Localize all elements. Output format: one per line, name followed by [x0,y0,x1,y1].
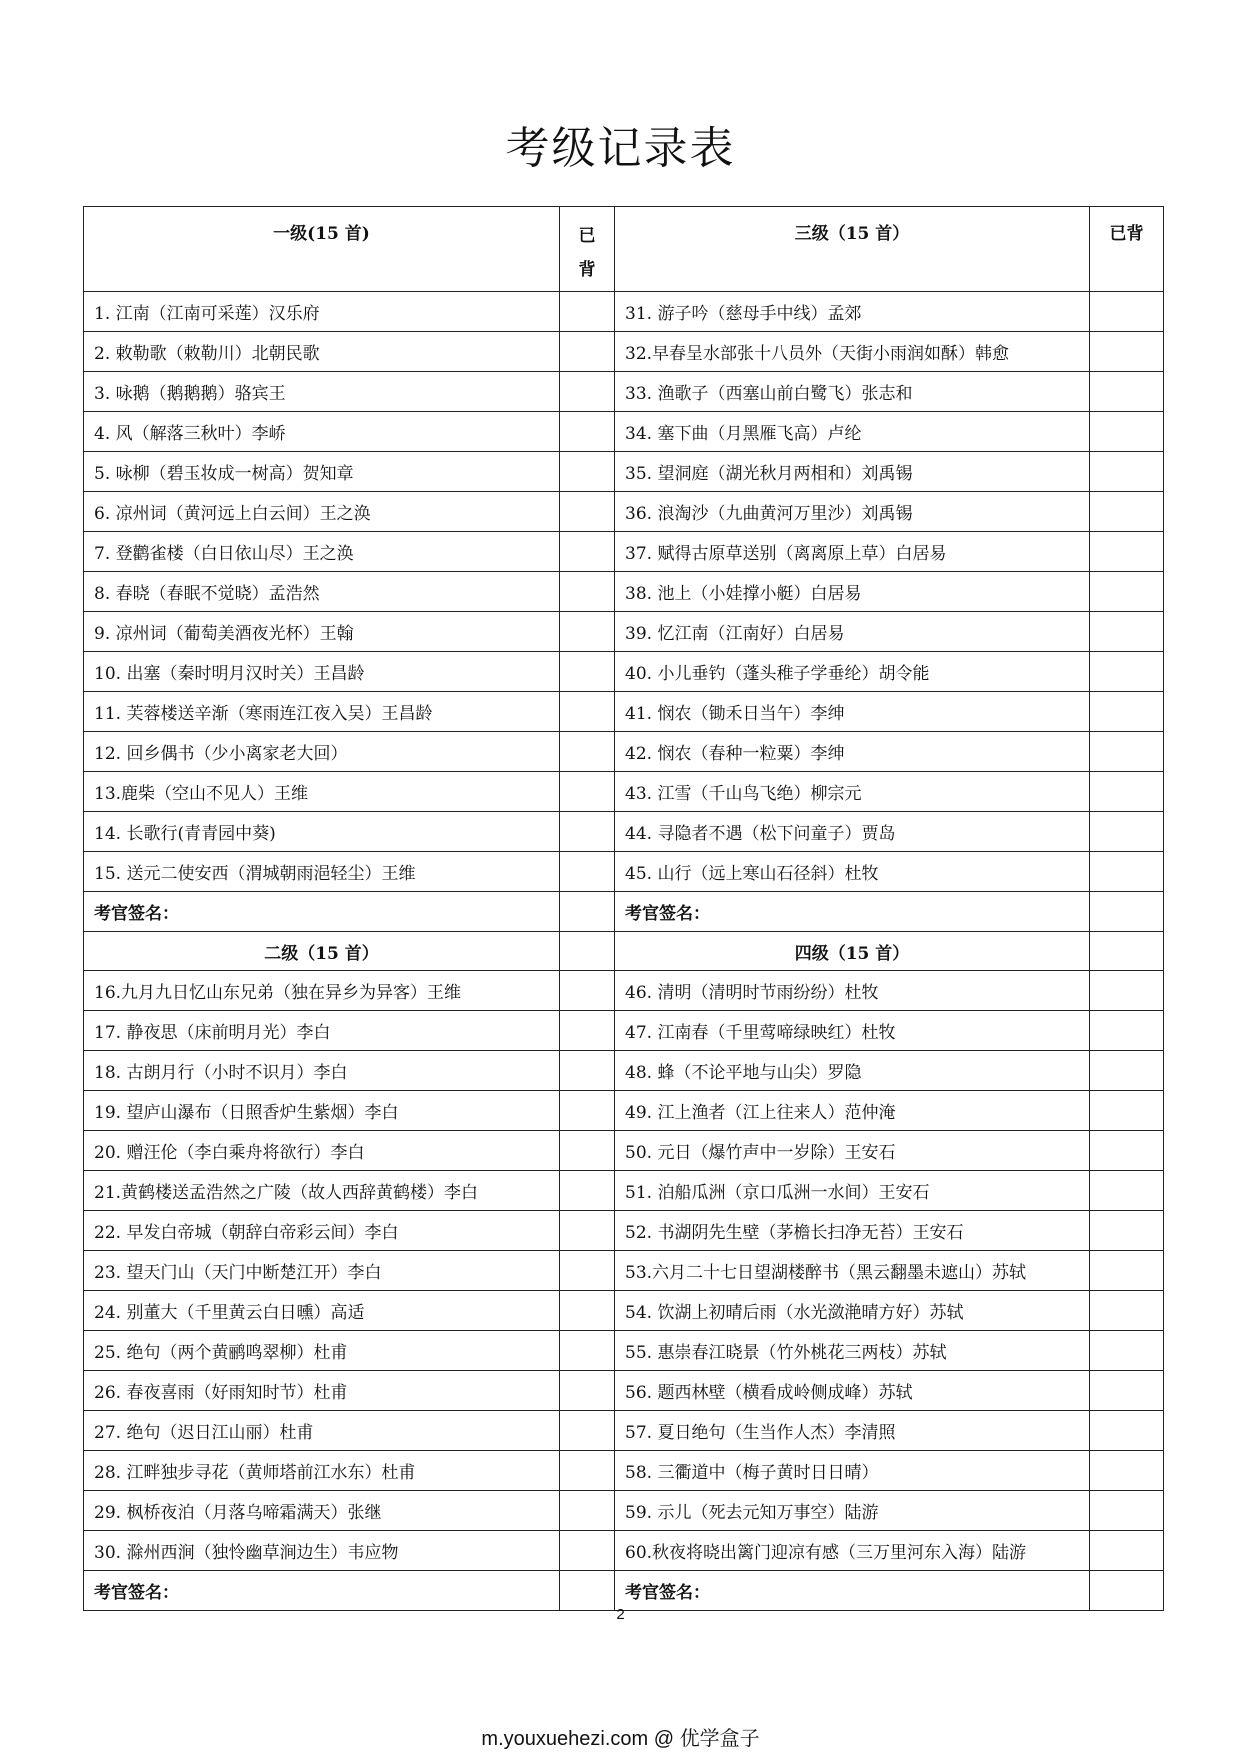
level3-header: 三级（15 首） [615,207,1090,292]
memorized-check-cell[interactable] [560,1051,615,1091]
memorized-check-cell[interactable] [1090,732,1164,772]
table-row [84,732,1164,772]
page-number: 2 [616,1606,625,1623]
memorized-check-cell[interactable] [560,612,615,652]
poem-item-right: 40. 小儿垂钓（蓬头稚子学垂纶）胡令能 [615,652,1090,692]
poem-item-left: 8. 春晓（春眠不觉晓）孟浩然 [84,572,560,612]
memorized-check-cell[interactable] [560,692,615,732]
table-row [84,772,1164,812]
poem-item-right: 41. 悯农（锄禾日当午）李绅 [615,692,1090,732]
poem-item-right: 39. 忆江南（江南好）白居易 [615,612,1090,652]
memorized-check-cell[interactable] [560,1371,615,1411]
poem-item-left: 29. 枫桥夜泊（月落乌啼霜满天）张继 [84,1491,560,1531]
memorized-check-cell[interactable] [1090,1491,1164,1531]
table-row [84,1131,1164,1171]
poem-item-left: 20. 赠汪伦（李白乘舟将欲行）李白 [84,1131,560,1171]
table-row [84,572,1164,612]
memorized-check-cell[interactable] [560,1211,615,1251]
table-top-section [84,207,1164,892]
table-row [84,852,1164,892]
memorized-check-cell[interactable] [560,452,615,492]
poem-item-right: 59. 示儿（死去元知万事空）陆游 [615,1491,1090,1531]
memorized-check-cell[interactable] [560,1091,615,1131]
poem-item-left: 21.黄鹤楼送孟浩然之广陵（故人西辞黄鹤楼）李白 [84,1171,560,1211]
memorized-check-cell[interactable] [1090,1051,1164,1091]
table-row [84,1491,1164,1531]
poem-item-right: 47. 江南春（千里莺啼绿映红）杜牧 [615,1011,1090,1051]
memorized-check-cell[interactable] [1090,1451,1164,1491]
poem-item-right: 53.六月二十七日望湖楼醉书（黑云翻墨未遮山）苏轼 [615,1251,1090,1291]
memorized-check-cell[interactable] [560,1011,615,1051]
poem-item-right: 34. 塞下曲（月黑雁飞高）卢纶 [615,412,1090,452]
level2-memorized-header [560,932,615,971]
poem-item-left: 14. 长歌行(青青园中葵) [84,812,560,852]
table-row [84,492,1164,532]
memorized-check-cell[interactable] [1090,1171,1164,1211]
poem-item-right: 37. 赋得古原草送别（离离原上草）白居易 [615,532,1090,572]
memorized-check-cell[interactable] [560,1451,615,1491]
poem-item-right: 38. 池上（小娃撑小艇）白居易 [615,572,1090,612]
table-bottom-section [84,971,1164,1571]
poem-item-left: 18. 古朗月行（小时不识月）李白 [84,1051,560,1091]
table-row [84,612,1164,652]
poem-item-right: 43. 江雪（千山鸟飞绝）柳宗元 [615,772,1090,812]
level1-memorized-header [560,207,615,292]
memorized-check-cell[interactable] [1090,1331,1164,1371]
memorized-check-cell[interactable] [560,1251,615,1291]
poem-item-right: 32.早春呈水部张十八员外（天街小雨润如酥）韩愈 [615,332,1090,372]
poem-item-left: 30. 滁州西涧（独怜幽草涧边生）韦应物 [84,1531,560,1571]
memorized-check-cell[interactable] [1090,652,1164,692]
table-row [84,1371,1164,1411]
table-row [84,1171,1164,1211]
poem-item-right: 58. 三衢道中（梅子黄时日日晴） [615,1451,1090,1491]
memorized-check-cell[interactable] [560,1531,615,1571]
poem-item-left: 25. 绝句（两个黄鹂鸣翠柳）杜甫 [84,1331,560,1371]
poem-item-right: 44. 寻隐者不遇（松下问童子）贾岛 [615,812,1090,852]
poem-item-left: 5. 咏柳（碧玉妆成一树高）贺知章 [84,452,560,492]
memorized-check-cell[interactable] [1090,532,1164,572]
signature-row-bottom [84,1571,1164,1611]
level1-memorized-char1: 已 [578,226,596,246]
memorized-check-cell[interactable] [1090,812,1164,852]
examiner-signature-level2: 考官签名： [84,1571,560,1611]
memorized-check-cell[interactable] [1090,1291,1164,1331]
table-row [84,1091,1164,1131]
poem-item-right: 50. 元日（爆竹声中一岁除）王安石 [615,1131,1090,1171]
table-row [84,292,1164,332]
memorized-check-cell[interactable] [560,532,615,572]
level1-header: 一级(15 首) [84,207,560,292]
poem-item-left: 19. 望庐山瀑布（日照香炉生紫烟）李白 [84,1091,560,1131]
footer-watermark: m.youxuehezi.com @ 优学盒子 [481,1728,760,1750]
memorized-check-cell[interactable] [560,492,615,532]
poem-item-left: 11. 芙蓉楼送辛渐（寒雨连江夜入吴）王昌龄 [84,692,560,732]
table-row [84,452,1164,492]
level3-memorized-header: 已背 [1090,207,1164,292]
memorized-check-cell[interactable] [1090,412,1164,452]
memorized-check-cell[interactable] [560,1291,615,1331]
table-end-section [84,1571,1164,1611]
memorized-check-cell[interactable] [1090,852,1164,892]
poem-item-right: 31. 游子吟（慈母手中线）孟郊 [615,292,1090,332]
signature-cell-blank[interactable] [1090,1571,1164,1611]
poem-item-left: 13.鹿柴（空山不见人）王维 [84,772,560,812]
memorized-check-cell[interactable] [560,1131,615,1171]
examiner-signature-level3: 考官签名： [615,892,1090,932]
memorized-check-cell[interactable] [560,812,615,852]
examiner-signature-level4: 考官签名： [615,1571,1090,1611]
memorized-check-cell[interactable] [1090,1411,1164,1451]
table-row [84,971,1164,1011]
examiner-signature-level1: 考官签名： [84,892,560,932]
poem-item-right: 36. 浪淘沙（九曲黄河万里沙）刘禹锡 [615,492,1090,532]
poem-item-right: 55. 惠崇春江晓景（竹外桃花三两枝）苏轼 [615,1331,1090,1371]
poem-item-left: 27. 绝句（迟日江山丽）杜甫 [84,1411,560,1451]
memorized-check-cell[interactable] [1090,572,1164,612]
poem-item-right: 33. 渔歌子（西塞山前白鹭飞）张志和 [615,372,1090,412]
table-row [84,1451,1164,1491]
header-row-level1-level3 [84,207,1164,292]
memorized-check-cell[interactable] [1090,1091,1164,1131]
memorized-check-cell[interactable] [1090,1531,1164,1571]
level4-header: 四级（15 首） [615,932,1090,971]
memorized-check-cell[interactable] [560,572,615,612]
memorized-check-cell[interactable] [560,1411,615,1451]
level1-memorized-char2: 背 [578,260,596,280]
memorized-check-cell[interactable] [1090,372,1164,412]
table-row [84,1011,1164,1051]
memorized-check-cell[interactable] [1090,971,1164,1011]
table-row [84,652,1164,692]
poem-item-left: 28. 江畔独步寻花（黄师塔前江水东）杜甫 [84,1451,560,1491]
signature-cell-blank[interactable] [560,892,615,932]
poem-item-left: 7. 登鹳雀楼（白日依山尽）王之涣 [84,532,560,572]
memorized-check-cell[interactable] [560,1491,615,1531]
memorized-check-cell[interactable] [1090,1131,1164,1171]
poem-item-left: 16.九月九日忆山东兄弟（独在异乡为异客）王维 [84,971,560,1011]
table-row [84,532,1164,572]
memorized-check-cell[interactable] [1090,1251,1164,1291]
memorized-check-cell[interactable] [1090,612,1164,652]
header-row-level2-level4 [84,932,1164,971]
memorized-check-cell[interactable] [560,412,615,452]
memorized-check-cell[interactable] [560,971,615,1011]
signature-cell-blank[interactable] [560,1571,615,1611]
memorized-check-cell[interactable] [1090,1371,1164,1411]
memorized-check-cell[interactable] [560,372,615,412]
poem-item-right: 45. 山行（远上寒山石径斜）杜牧 [615,852,1090,892]
exam-record-table [83,206,1164,1611]
poem-item-right: 56. 题西林壁（横看成岭侧成峰）苏轼 [615,1371,1090,1411]
memorized-check-cell[interactable] [560,1331,615,1371]
table-row [84,1291,1164,1331]
poem-item-right: 49. 江上渔者（江上往来人）范仲淹 [615,1091,1090,1131]
poem-item-left: 1. 江南（江南可采莲）汉乐府 [84,292,560,332]
table-row [84,1051,1164,1091]
memorized-check-cell[interactable] [1090,292,1164,332]
table-row [84,1331,1164,1371]
memorized-check-cell[interactable] [1090,332,1164,372]
table-row [84,692,1164,732]
poem-item-left: 2. 敕勒歌（敕勒川）北朝民歌 [84,332,560,372]
table-mid-section [84,892,1164,971]
table-row [84,332,1164,372]
memorized-check-cell[interactable] [560,852,615,892]
poem-item-right: 57. 夏日绝句（生当作人杰）李清照 [615,1411,1090,1451]
level4-memorized-header [1090,932,1164,971]
poem-item-left: 23. 望天门山（天门中断楚江开）李白 [84,1251,560,1291]
poem-item-left: 10. 出塞（秦时明月汉时关）王昌龄 [84,652,560,692]
memorized-check-cell[interactable] [1090,692,1164,732]
poem-item-left: 22. 早发白帝城（朝辞白帝彩云间）李白 [84,1211,560,1251]
poem-item-right: 60.秋夜将晓出篱门迎凉有感（三万里河东入海）陆游 [615,1531,1090,1571]
table-row [84,1411,1164,1451]
level2-header: 二级（15 首） [84,932,560,971]
memorized-check-cell[interactable] [560,732,615,772]
poem-item-right: 46. 清明（清明时节雨纷纷）杜牧 [615,971,1090,1011]
signature-cell-blank[interactable] [1090,892,1164,932]
memorized-check-cell[interactable] [1090,1211,1164,1251]
memorized-check-cell[interactable] [560,1171,615,1211]
poem-item-right: 48. 蜂（不论平地与山尖）罗隐 [615,1051,1090,1091]
table-row [84,1211,1164,1251]
poem-item-left: 24. 别董大（千里黄云白日曛）高适 [84,1291,560,1331]
memorized-check-cell[interactable] [560,652,615,692]
table-row [84,1251,1164,1291]
poem-item-left: 17. 静夜思（床前明月光）李白 [84,1011,560,1051]
memorized-check-cell[interactable] [1090,452,1164,492]
poem-item-right: 52. 书湖阴先生壁（茅檐长扫净无苔）王安石 [615,1211,1090,1251]
memorized-check-cell[interactable] [1090,772,1164,812]
poem-item-left: 9. 凉州词（葡萄美酒夜光杯）王翰 [84,612,560,652]
poem-item-left: 6. 凉州词（黄河远上白云间）王之涣 [84,492,560,532]
poem-item-left: 3. 咏鹅（鹅鹅鹅）骆宾王 [84,372,560,412]
page-title: 考级记录表 [505,123,736,174]
table-row [84,812,1164,852]
memorized-check-cell[interactable] [1090,1011,1164,1051]
poem-item-left: 15. 送元二使安西（渭城朝雨浥轻尘）王维 [84,852,560,892]
poem-item-right: 51. 泊船瓜洲（京口瓜洲一水间）王安石 [615,1171,1090,1211]
memorized-check-cell[interactable] [560,292,615,332]
table-row [84,372,1164,412]
table-row [84,412,1164,452]
memorized-check-cell[interactable] [1090,492,1164,532]
poem-item-right: 42. 悯农（春种一粒粟）李绅 [615,732,1090,772]
poem-item-left: 4. 风（解落三秋叶）李峤 [84,412,560,452]
memorized-check-cell[interactable] [560,332,615,372]
memorized-check-cell[interactable] [560,772,615,812]
poem-item-right: 54. 饮湖上初晴后雨（水光潋滟晴方好）苏轼 [615,1291,1090,1331]
poem-item-left: 12. 回乡偶书（少小离家老大回） [84,732,560,772]
table-row [84,1531,1164,1571]
signature-row-top [84,892,1164,932]
poem-item-right: 35. 望洞庭（湖光秋月两相和）刘禹锡 [615,452,1090,492]
poem-item-left: 26. 春夜喜雨（好雨知时节）杜甫 [84,1371,560,1411]
